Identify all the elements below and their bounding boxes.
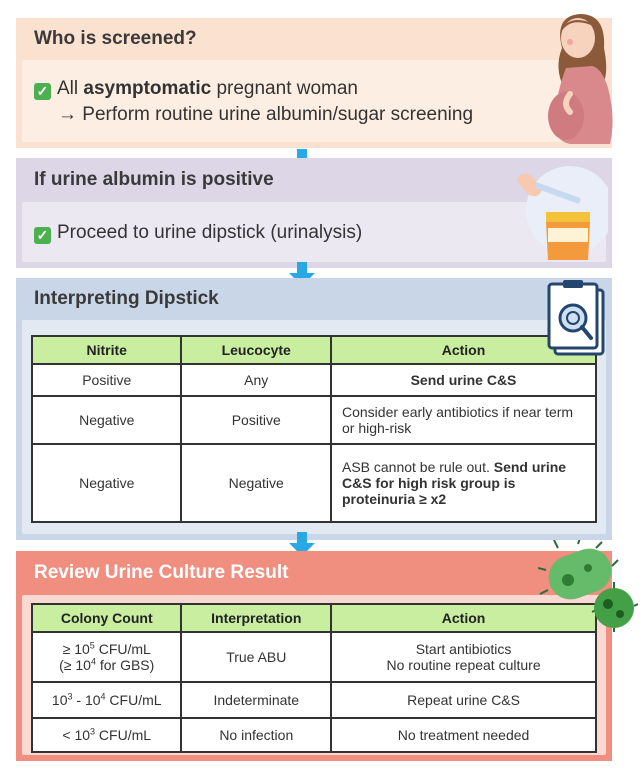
clipboard-search-icon <box>545 280 609 360</box>
dipstick-header-action: Action <box>331 336 596 364</box>
screen-line1: ✓ All asymptomatic pregnant woman <box>34 78 358 100</box>
interpretation-cell: Indeterminate <box>181 682 331 718</box>
screen-section <box>16 18 612 148</box>
action-cell: Start antibiotics No routine repeat culture <box>331 632 596 682</box>
table-row <box>32 632 596 682</box>
table-row <box>32 364 596 396</box>
albumin-line1: ✓ Proceed to urine dipstick (urinalysis) <box>34 222 362 244</box>
action-cell: No treatment needed <box>331 718 596 752</box>
screen-line2: → Perform routine urine albumin/sugar screening <box>58 104 474 125</box>
screen-title: Who is screened? <box>34 28 197 49</box>
culture-header-action: Action <box>331 604 596 632</box>
colony-count-cell: ≥ $10^5$ CFU/mL (≥ $10^4$ for GBS) <box>32 632 181 682</box>
screen-body <box>22 60 606 142</box>
action-cell: Consider early antibiotics if near term or high-risk <box>331 396 596 444</box>
nitrite-cell: Negative <box>32 396 181 444</box>
bacteria-icon <box>538 540 638 632</box>
dipstick-header-leucocyte: Leucocyte <box>181 336 331 364</box>
table-row <box>32 682 596 718</box>
action-cell: Send urine C&S <box>331 364 596 396</box>
dipstick-header-nitrite: Nitrite <box>32 336 181 364</box>
culture-header-interpretation: Interpretation <box>181 604 331 632</box>
albumin-title: If urine albumin is positive <box>34 169 274 190</box>
pregnant-woman-icon <box>540 8 618 148</box>
dipstick-table <box>31 335 597 523</box>
interpretation-cell: True ABU <box>181 632 331 682</box>
dipstick-title: Interpreting Dipstick <box>34 288 219 309</box>
leucocyte-cell: Negative <box>181 444 331 522</box>
colony-count-cell: < $10^3$ CFU/mL <box>32 718 181 752</box>
culture-table <box>31 603 597 753</box>
table-row <box>32 444 596 522</box>
interpretation-cell: No infection <box>181 718 331 752</box>
leucocyte-cell: Any <box>181 364 331 396</box>
urine-sample-icon <box>512 160 608 266</box>
culture-title: Review Urine Culture Result <box>34 562 289 583</box>
check-icon: ✓ <box>34 227 51 244</box>
check-icon: ✓ <box>34 83 51 100</box>
leucocyte-cell: Positive <box>181 396 331 444</box>
action-cell: Repeat urine C&S <box>331 682 596 718</box>
colony-count-cell: $10^3 - 10^4$ CFU/mL <box>32 682 181 718</box>
culture-header-count: Colony Count <box>32 604 181 632</box>
action-cell: ASB cannot be rule out. Send urine C&S for high risk group is proteinuria ≥ x2 <box>331 444 596 522</box>
nitrite-cell: Positive <box>32 364 181 396</box>
table-row <box>32 396 596 444</box>
nitrite-cell: Negative <box>32 444 181 522</box>
table-row <box>32 718 596 752</box>
